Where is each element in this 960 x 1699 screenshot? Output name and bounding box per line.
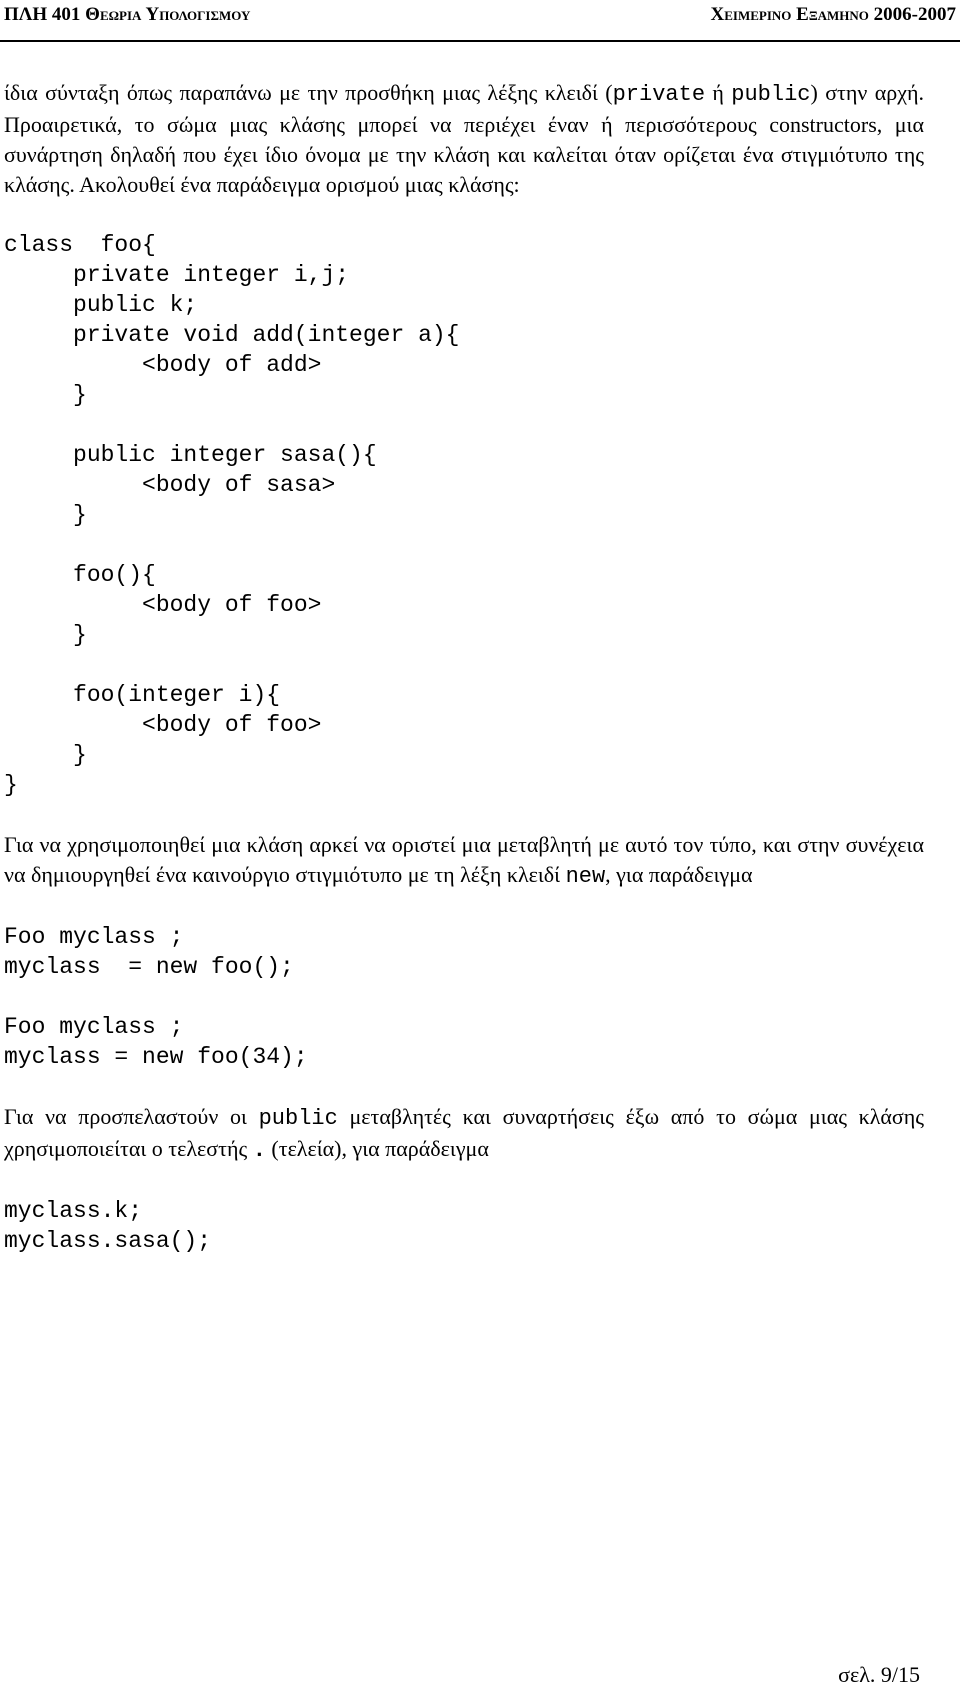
code-line: myclass.k; — [4, 1198, 143, 1224]
code-line: myclass = new foo(34); — [4, 1044, 308, 1070]
paragraph-class-usage — [4, 830, 924, 892]
code-block-instantiate-default — [4, 922, 924, 982]
code-block-instantiate-arg — [4, 1012, 924, 1072]
text-run: ) στην αρχή. Προαιρετικά, το σώμα μιας κλάσης μπορεί να περιέχει έναν ή περισσότερους constructors, μια συνάρτηση δηλαδή που έχει ίδιο όνομα με την κλάση και καλείται όταν ορίζεται ένα στιγμιότυπο της κλάσης. Ακολουθεί ένα παράδειγμα ορισμού μιας κλάσης: — [4, 80, 924, 197]
code-line: foo(){ — [4, 562, 156, 588]
spacer — [4, 800, 924, 830]
text-run: ίδια σύνταξη όπως παραπάνω με την προσθήκη μιας λέξης κλειδί ( — [4, 80, 613, 105]
paragraph-member-access — [4, 1102, 924, 1166]
keyword-private: private — [612, 82, 706, 107]
code-line: } — [4, 742, 87, 768]
code-line: private void add(integer a){ — [4, 322, 460, 348]
page-number: σελ. 9/15 — [838, 1662, 920, 1687]
code-line: class foo{ — [4, 232, 156, 258]
page-content — [4, 78, 924, 1256]
spacer — [4, 892, 924, 922]
course-title: ΠΛΗ 401 Θεωρια Υπολογισμου — [4, 4, 251, 25]
code-block-member-access — [4, 1196, 924, 1256]
text-run: Για να προσπελαστούν οι — [4, 1104, 259, 1129]
code-line: public integer sasa(){ — [4, 442, 377, 468]
dot-operator: . — [252, 1138, 266, 1163]
code-line: <body of add> — [4, 352, 322, 378]
spacer — [4, 1072, 924, 1102]
code-block-class-foo — [4, 230, 924, 800]
spacer — [4, 1166, 924, 1196]
code-line: myclass.sasa(); — [4, 1228, 212, 1254]
code-line: Foo myclass ; — [4, 1014, 184, 1040]
code-line: public k; — [4, 292, 198, 318]
text-run: , για παράδειγμα — [605, 862, 753, 887]
code-line: } — [4, 772, 18, 798]
spacer — [4, 200, 924, 230]
paragraph-class-definition — [4, 78, 924, 200]
code-line: } — [4, 502, 87, 528]
code-line: <body of foo> — [4, 592, 322, 618]
text-run: Για να χρησιμοποιηθεί μια κλάση αρκεί να οριστεί μια μεταβλητή με αυτό τον τύπο, και στην συνέχεια να δημιουργηθεί ένα καινούργιο στιγμιότυπο με τη λέξη κλειδί — [4, 832, 924, 887]
semester-title: Χειμερινο Εξαμηνο 2006-2007 — [710, 4, 956, 25]
code-line: private integer i,j; — [4, 262, 350, 288]
code-line: myclass = new foo(); — [4, 954, 294, 980]
text-run: ή — [705, 80, 732, 105]
text-run: (τελεία), για παράδειγμα — [265, 1136, 489, 1161]
code-line: Foo myclass ; — [4, 924, 184, 950]
code-line: } — [4, 382, 87, 408]
code-line: foo(integer i){ — [4, 682, 281, 708]
spacer — [4, 982, 924, 1012]
code-line: } — [4, 622, 87, 648]
keyword-new: new — [565, 864, 606, 889]
text-run: μεταβλητές και συναρτήσεις έξω από το σώμα μιας κλάσης χρησιμοποιείται ο τελεστής — [4, 1104, 925, 1161]
code-line: <body of sasa> — [4, 472, 336, 498]
page-header — [0, 0, 960, 42]
code-line: <body of foo> — [4, 712, 322, 738]
keyword-public: public — [731, 82, 811, 107]
keyword-public: public — [258, 1106, 338, 1131]
